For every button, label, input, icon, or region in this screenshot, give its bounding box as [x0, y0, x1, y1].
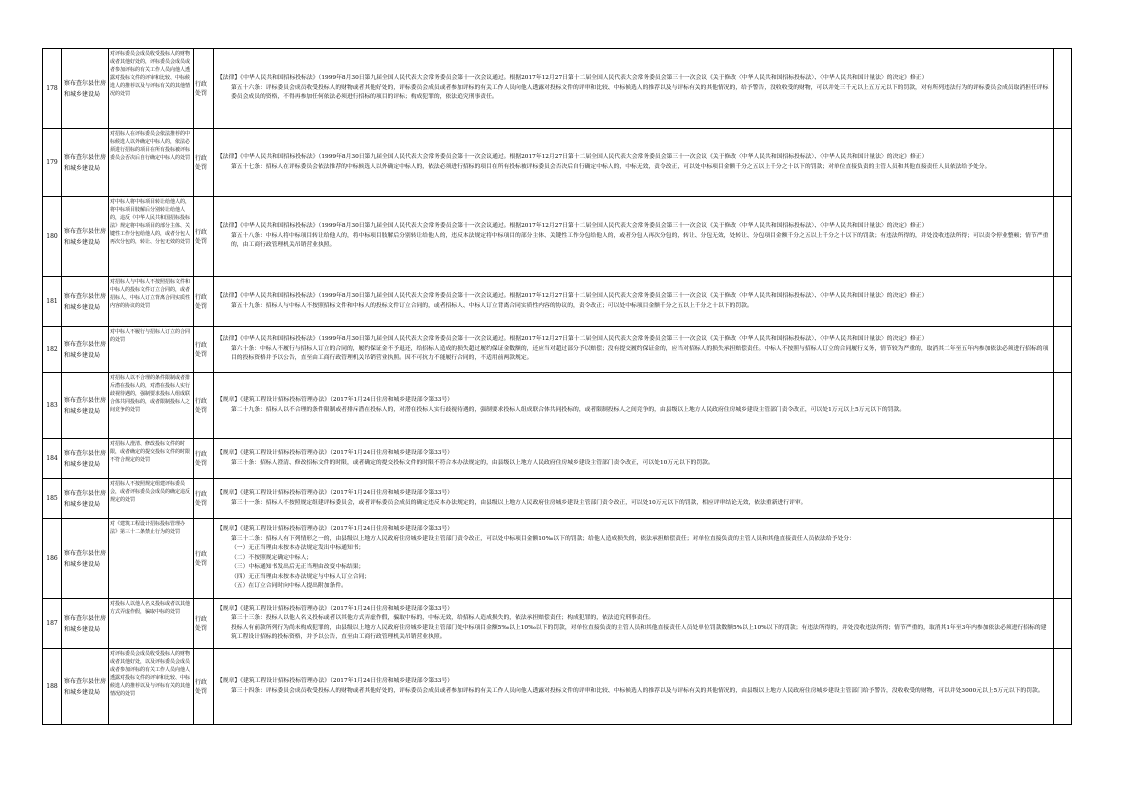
- item-name-cell: 对投标人以他人名义投标或者以其他方式弄虚作假，骗取中标的处罚: [109, 599, 194, 649]
- basis-cell: [214, 277, 1054, 327]
- item-name-cell: 对招标人澄清、修改投标文件的时限，或者确定的提交投标文件的时限不符合规定的处罚: [109, 439, 194, 479]
- basis-clause: 第五十九条：招标人与中标人不按照招标文件和中标人的投标文件订立合同的，或者招标人、中标人订立背离合同实质性内容的协议的，责令改正；可以处中标项目金额千分之五以上千分之十以下的罚款。: [231, 302, 753, 309]
- basis-clause: 第三十三条：投标人以他人名义投标或者以其他方式弄虚作假，骗取中标的，中标无效，给招标人造成损失的，依法承担赔偿责任；构成犯罪的，依法追究刑事责任。: [231, 615, 655, 621]
- basis-source: 【法律】《中华人民共和国招标投标法》（1999年8月30日第九届全国人民代表大会常务委员会第十一次会议通过。根据2017年12月27日第十二届全国人民代表大会常务委员会第三十一次会议《关于修改〈中华人民共和国招标投标法〉、〈中华人民共和国计量法〉的决定》修正）: [217, 223, 928, 230]
- penalty-table: [42, 48, 1072, 725]
- department-cell: 察布查尔县住房和城乡建设局: [62, 277, 109, 327]
- item-name-cell: 对招标人在评标委员会依法推荐的中标候选人以外确定中标人的，依法必须进行招标的项目在所有投标被评标委员会否决后自行确定中标人的处罚: [109, 129, 194, 197]
- basis-source: 【规章】《建筑工程设计招标投标管理办法》（2017年1月24日住房和城乡建设部令第33号）: [217, 605, 454, 612]
- type-cell: 行政处罚: [194, 197, 214, 277]
- basis-clause: （五）在订立合同时向中标人提出附加条件。: [231, 583, 347, 590]
- type-cell: 行政处罚: [194, 49, 214, 129]
- basis-clause: （三）中标通知书发出后无正当理由改变中标结果；: [231, 564, 365, 571]
- item-name-cell: 对评标委员会成员收受投标人的财物或者其他好处，以及评标委员会成员或者参加评标的有关工作人员向他人透露对投标文件的评审和比较、中标候选人的推荐以及与评标有关的其他情况的处罚: [109, 649, 194, 725]
- table-body: [43, 49, 1072, 725]
- basis-clause: （四）无正当理由未按本办法规定与中标人订立合同；: [231, 573, 371, 580]
- department-cell: 察布查尔县住房和城乡建设局: [62, 327, 109, 373]
- table-row: [43, 49, 1072, 129]
- department-cell: 察布查尔县住房和城乡建设局: [62, 439, 109, 479]
- basis-cell: [214, 439, 1054, 479]
- basis-source: 【规章】《建筑工程设计招标投标管理办法》（2017年1月24日住房和城乡建设部令第33号）: [217, 397, 454, 403]
- row-number: 179: [43, 129, 62, 197]
- type-cell: 行政处罚: [194, 129, 214, 197]
- item-name-cell: 对中标人不履行与招标人订立的合同的处罚: [109, 327, 194, 373]
- basis-cell: [214, 599, 1054, 649]
- empty-cell: [1054, 197, 1072, 277]
- empty-cell: [1054, 327, 1072, 373]
- type-cell: 行政处罚: [194, 599, 214, 649]
- row-number: 185: [43, 479, 62, 519]
- basis-cell: [214, 49, 1054, 129]
- row-number: 181: [43, 277, 62, 327]
- table-row: [43, 277, 1072, 327]
- item-name-cell: 对招标人以不合理的条件限制或者排斥潜在投标人的，对潜在投标人实行歧视待遇的，强制要求投标人组成联合体共同投标的，或者限制投标人之间竞争的处罚: [109, 373, 194, 439]
- basis-cell: [214, 129, 1054, 197]
- basis-source: 【规章】《建筑工程设计招标投标管理办法》（2017年1月24日住房和城乡建设部令第33号）: [217, 450, 454, 456]
- basis-source: 【法律】《中华人民共和国招标投标法》（1999年8月30日第九届全国人民代表大会常务委员会第十一次会议通过。根据2017年12月27日第十二届全国人民代表大会常务委员会第三十一次会议《关于修改〈中华人民共和国招标投标法〉、〈中华人民共和国计量法〉的决定》修正）: [217, 336, 928, 343]
- department-cell: 察布查尔县住房和城乡建设局: [62, 129, 109, 197]
- basis-clause: 第二十九条：招标人以不合理的条件限制或者排斥潜在投标人的，对潜在投标人实行歧视待遇的，强制要求投标人组成联合体共同投标的，或者限制投标人之间竞争的，由县级以上地方人民政府住房城乡建设主管部门责令改正，可以处1万元以上5万元以下的罚款。: [231, 406, 906, 413]
- basis-cell: [214, 519, 1054, 599]
- basis-clause: 投标人有前款所列行为尚未构成犯罪的，由县级以上地方人民政府住房城乡建设主管部门处中标项目金额5‰以上10‰以下的罚款，对单位直接负责的主管人员和其他直接责任人员处单位罚款数额5%以上10%以下的罚款；有违法所得的，并处没收违法所得；情节严重的，取消其1年至3年内参加依法必须进行招标的建筑工程设计招标的投标资格，并予以公告，直至由工商行政管理机关吊销营业执照。: [231, 624, 1047, 640]
- item-name-cell: 对招标人不按照规定组建评标委员会，或者评标委员会成员的确定违反规定的处罚: [109, 479, 194, 519]
- item-name-cell: 对评标委员会成员收受投标人的财物或者其他好处的，评标委员会成员或者参加评标的有关工作人员向他人透露对投标文件的评审和比较、中标候选人的推荐以及与评标有关的其他情况的处罚: [109, 49, 194, 129]
- row-number: 184: [43, 439, 62, 479]
- basis-clause: 第五十七条：招标人在评标委员会依法推荐的中标候选人以外确定中标人的，依法必须进行招标的项目在所有投标被评标委员会否决后自行确定中标人的，中标无效，责令改正，可以处中标项目金额千分之五以上千分之十以下的罚款；对单位直接负责的主管人员和其他直接责任人员依法给予处分。: [231, 163, 991, 170]
- table-row: [43, 129, 1072, 197]
- row-number: 187: [43, 599, 62, 649]
- basis-clause: （二）不按照规定确定中标人；: [231, 554, 313, 561]
- empty-cell: [1054, 479, 1072, 519]
- basis-source: 【规章】《建筑工程设计招标投标管理办法》（2017年1月24日住房和城乡建设部令第33号）: [217, 678, 454, 684]
- table-row: [43, 197, 1072, 277]
- basis-clause: 第五十六条：评标委员会成员收受投标人的财物或者其他好处的，评标委员会成员或者参加评标的有关工作人员向他人透露对投标文件的评审和比较、中标候选人的推荐以及与评标有关的其他情况的，给予警告，没收收受的财物，可以并处三千元以上五万元以下的罚款，对有所列违法行为的评标委员会成员取消担任评标委员会成员的资格，不得再参加任何依法必须进行招标的项目的评标；构成犯罪的，依法追究刑事责任。: [231, 84, 1049, 101]
- empty-cell: [1054, 49, 1072, 129]
- row-number: 180: [43, 197, 62, 277]
- row-number: 186: [43, 519, 62, 599]
- type-cell: 行政处罚: [194, 439, 214, 479]
- basis-clause: 第三十四条：评标委员会成员收受投标人的财物或者其他好处的，评标委员会成员或者参加评标的有关工作人员向他人透露对投标文件的评审和比较、中标候选人的推荐以及与评标有关的其他情况的，由县级以上地方人民政府住房城乡建设主管部门给予警告，没收收受的财物，可以并处3000元以上5万元以下的罚款。: [231, 687, 1044, 694]
- empty-cell: [1054, 599, 1072, 649]
- row-number: 188: [43, 649, 62, 725]
- table-row: [43, 649, 1072, 725]
- row-number: 183: [43, 373, 62, 439]
- table-row: [43, 327, 1072, 373]
- item-name-cell: 对中标人将中标项目转让给他人的，将中标项目肢解后分别转让给他人的，违反《中华人民共和国招标投标法》规定将中标项目的部分主体、关键性工作分包给他人的，或者分包人再次分包的，转让、分包无效的处罚: [109, 197, 194, 277]
- basis-clause: （一）无正当理由未按本办法规定发出中标通知书；: [231, 545, 365, 552]
- empty-cell: [1054, 519, 1072, 599]
- empty-cell: [1054, 439, 1072, 479]
- row-number: 182: [43, 327, 62, 373]
- department-cell: 察布查尔县住房和城乡建设局: [62, 519, 109, 599]
- empty-cell: [1054, 373, 1072, 439]
- department-cell: 察布查尔县住房和城乡建设局: [62, 599, 109, 649]
- basis-cell: [214, 197, 1054, 277]
- basis-cell: [214, 479, 1054, 519]
- department-cell: 察布查尔县住房和城乡建设局: [62, 373, 109, 439]
- row-number: 178: [43, 49, 62, 129]
- table-row: [43, 599, 1072, 649]
- type-cell: 行政处罚: [194, 519, 214, 599]
- type-cell: 行政处罚: [194, 373, 214, 439]
- basis-source: 【法律】《中华人民共和国招标投标法》（1999年8月30日第九届全国人民代表大会常务委员会第十一次会议通过。根据2017年12月27日第十二届全国人民代表大会常务委员会第三十一次会议《关于修改〈中华人民共和国招标投标法〉、〈中华人民共和国计量法〉的决定》修正）: [217, 75, 928, 82]
- basis-source: 【法律】《中华人民共和国招标投标法》（1999年8月30日第九届全国人民代表大会常务委员会第十一次会议通过。根据2017年12月27日第十二届全国人民代表大会常务委员会第三十一次会议《关于修改〈中华人民共和国招标投标法〉、〈中华人民共和国计量法〉的决定》修正）: [217, 154, 928, 160]
- item-name-cell: 对招标人与中标人不按照招标文件和中标人的投标文件订立合同的，或者招标人、中标人订立背离合同实质性内容的协议的处罚: [109, 277, 194, 327]
- basis-clause: 第三十二条：招标人有下列情形之一的，由县级以上地方人民政府住房城乡建设主管部门责令改正，可以处中标项目金额10‰以下的罚款；给他人造成损失的，依法承担赔偿责任；对单位直接负责的主管人员和其他直接责任人员依法给予处分：: [231, 535, 855, 542]
- basis-cell: [214, 373, 1054, 439]
- basis-source: 【法律】《中华人民共和国招标投标法》（1999年8月30日第九届全国人民代表大会常务委员会第十一次会议通过。根据2017年12月27日第十二届全国人民代表大会常务委员会第三十一次会议《关于修改〈中华人民共和国招标投标法〉、〈中华人民共和国计量法〉的决定》修正）: [217, 293, 928, 299]
- item-name-cell: 对《建筑工程设计招标投标管理办法》第三十二条禁止行为的处罚: [109, 519, 194, 599]
- basis-clause: 第三十条：招标人澄清、修改招标文件的时限，或者确定的提交投标文件的时限不符合本办法规定的，由县级以上地方人民政府住房城乡建设主管部门责令改正，可以处10万元以下的罚款。: [231, 459, 714, 466]
- type-cell: 行政处罚: [194, 277, 214, 327]
- empty-cell: [1054, 129, 1072, 197]
- basis-source: 【规章】《建筑工程设计招标投标管理办法》（2017年1月24日住房和城乡建设部令第33号）: [217, 526, 454, 533]
- table-row: [43, 479, 1072, 519]
- empty-cell: [1054, 277, 1072, 327]
- empty-cell: [1054, 649, 1072, 725]
- department-cell: 察布查尔县住房和城乡建设局: [62, 649, 109, 725]
- type-cell: 行政处罚: [194, 649, 214, 725]
- department-cell: 察布查尔县住房和城乡建设局: [62, 49, 109, 129]
- type-cell: 行政处罚: [194, 479, 214, 519]
- table-row: [43, 519, 1072, 599]
- type-cell: 行政处罚: [194, 327, 214, 373]
- department-cell: 察布查尔县住房和城乡建设局: [62, 479, 109, 519]
- basis-cell: [214, 649, 1054, 725]
- table-row: [43, 439, 1072, 479]
- table-row: [43, 373, 1072, 439]
- basis-source: 【规章】《建筑工程设计招标投标管理办法》（2017年1月24日住房和城乡建设部令第33号）: [217, 490, 454, 496]
- basis-clause: 第六十条：中标人不履行与招标人订立的合同的，履约保证金不予退还，给招标人造成的损失超过履约保证金数额的，还应当对超过部分予以赔偿；没有提交履约保证金的，应当对招标人的损失承担赔偿责任。中标人不按照与招标人订立的合同履行义务，情节较为严重的，取消其二年至五年内参加依法必须进行招标的项目的投标资格并予以公告，直至由工商行政管理机关吊销营业执照。因不可抗力不能履行合同的，不适用前两款规定。: [231, 345, 1049, 362]
- basis-clause: 第三十一条：招标人不按照规定组建评标委员会，或者评标委员会成员的确定违反本办法规定的，由县级以上地方人民政府住房城乡建设主管部门责令改正，可以处10万元以下的罚款，相应评审结论无效，依法重新进行评审。: [231, 499, 807, 506]
- department-cell: 察布查尔县住房和城乡建设局: [62, 197, 109, 277]
- basis-cell: [214, 327, 1054, 373]
- basis-clause: 第五十八条：中标人将中标项目转让给他人的，将中标项目肢解后分别转让给他人的，违反本法规定将中标项目的部分主体、关键性工作分包给他人的，或者分包人再次分包的，转让、分包无效，处转让、分包项目金额千分之五以上千分之十以下的罚款；有违法所得的，并处没收违法所得；可以责令停业整顿；情节严重的，由工商行政管理机关吊销营业执照。: [231, 232, 1049, 249]
